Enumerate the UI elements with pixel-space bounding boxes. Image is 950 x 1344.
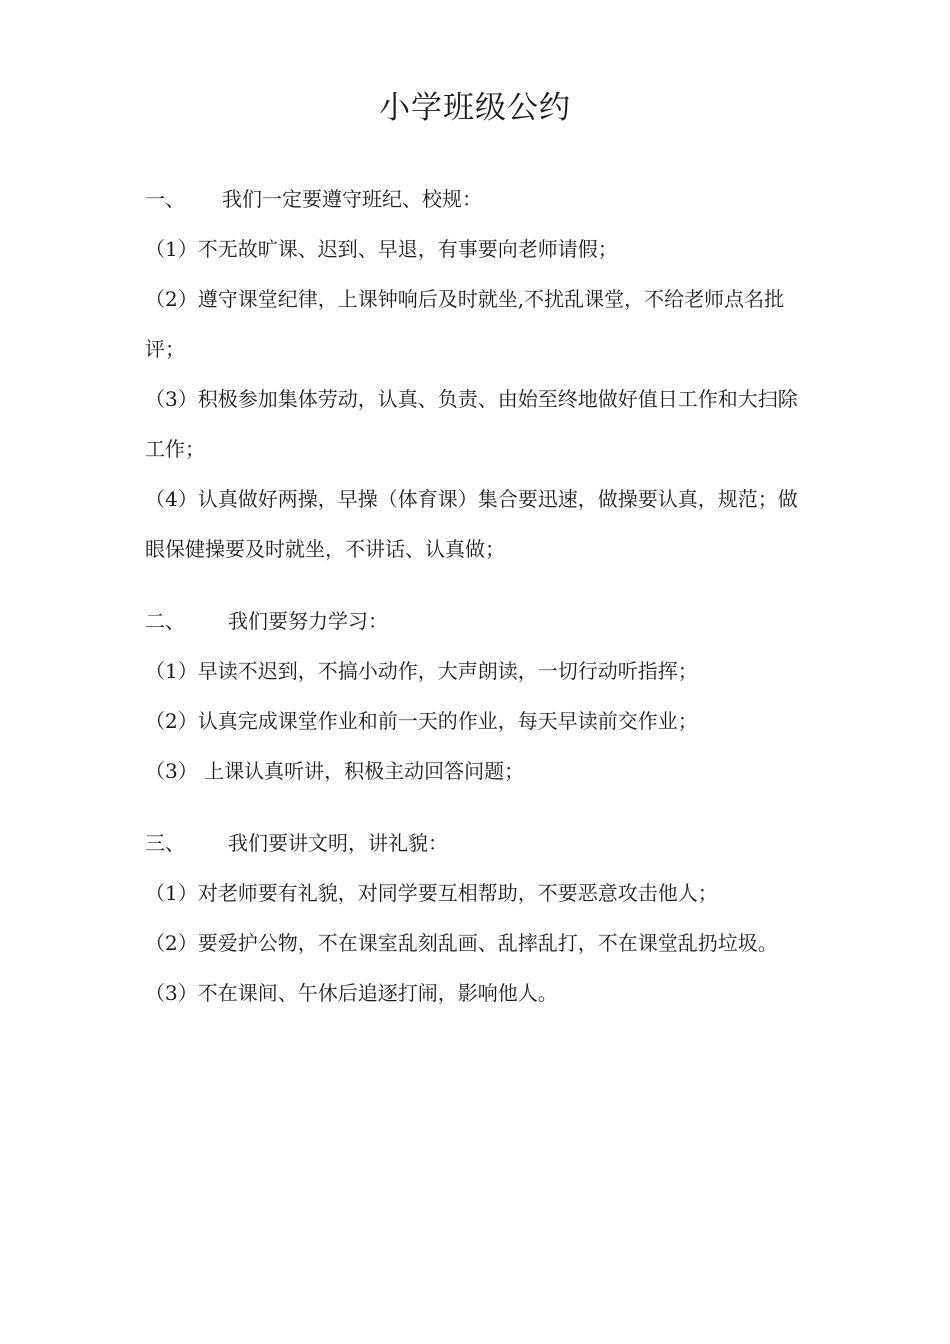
section-manners: [145, 818, 815, 1018]
section-number: 二、: [145, 609, 185, 633]
section-heading-text: 我们一定要遵守班纪、校规：: [222, 187, 482, 211]
list-item: （2）要爱护公物，不在课室乱刻乱画、乱摔乱打，不在课堂乱扔垃圾。: [145, 931, 778, 955]
section-heading: [145, 818, 815, 868]
section-number: 三、: [145, 831, 185, 855]
list-item: （1）早读不迟到，不搞小动作，大声朗读，一切行动听指挥；: [145, 659, 698, 683]
document-body: [145, 174, 815, 1018]
list-item: （3） 上课认真听讲，积极主动回答问题；: [145, 759, 525, 783]
section-heading-text: 我们要努力学习：: [228, 609, 388, 633]
list-item: （1）不无故旷课、迟到、早退，有事要向老师请假；: [145, 237, 618, 261]
list-item: （2）认真完成课堂作业和前一天的作业，每天早读前交作业；: [145, 709, 698, 733]
list-item: （3）积极参加集体劳动，认真、负责、由始至终地做好值日工作和大扫除工作；: [145, 387, 798, 461]
section-study: [145, 596, 815, 796]
section-heading-text: 我们要讲文明，讲礼貌：: [228, 831, 448, 855]
section-heading: [145, 596, 815, 646]
section-heading: [145, 174, 815, 224]
list-item: （1）对老师要有礼貌，对同学要互相帮助，不要恶意攻击他人；: [145, 881, 718, 905]
section-number: 一、: [145, 187, 185, 211]
list-item: （2）遵守课堂纪律，上课钟响后及时就坐,不扰乱课堂，不给老师点名批评；: [145, 287, 785, 361]
document-title: 小学班级公约: [379, 90, 571, 126]
section-discipline: [145, 174, 815, 574]
list-item: （4）认真做好两操，早操（体育课）集合要迅速，做操要认真，规范；做眼保健操要及时就坐，不讲话、认真做；: [145, 487, 798, 561]
list-item: （3）不在课间、午休后追逐打闹，影响他人。: [145, 981, 558, 1005]
